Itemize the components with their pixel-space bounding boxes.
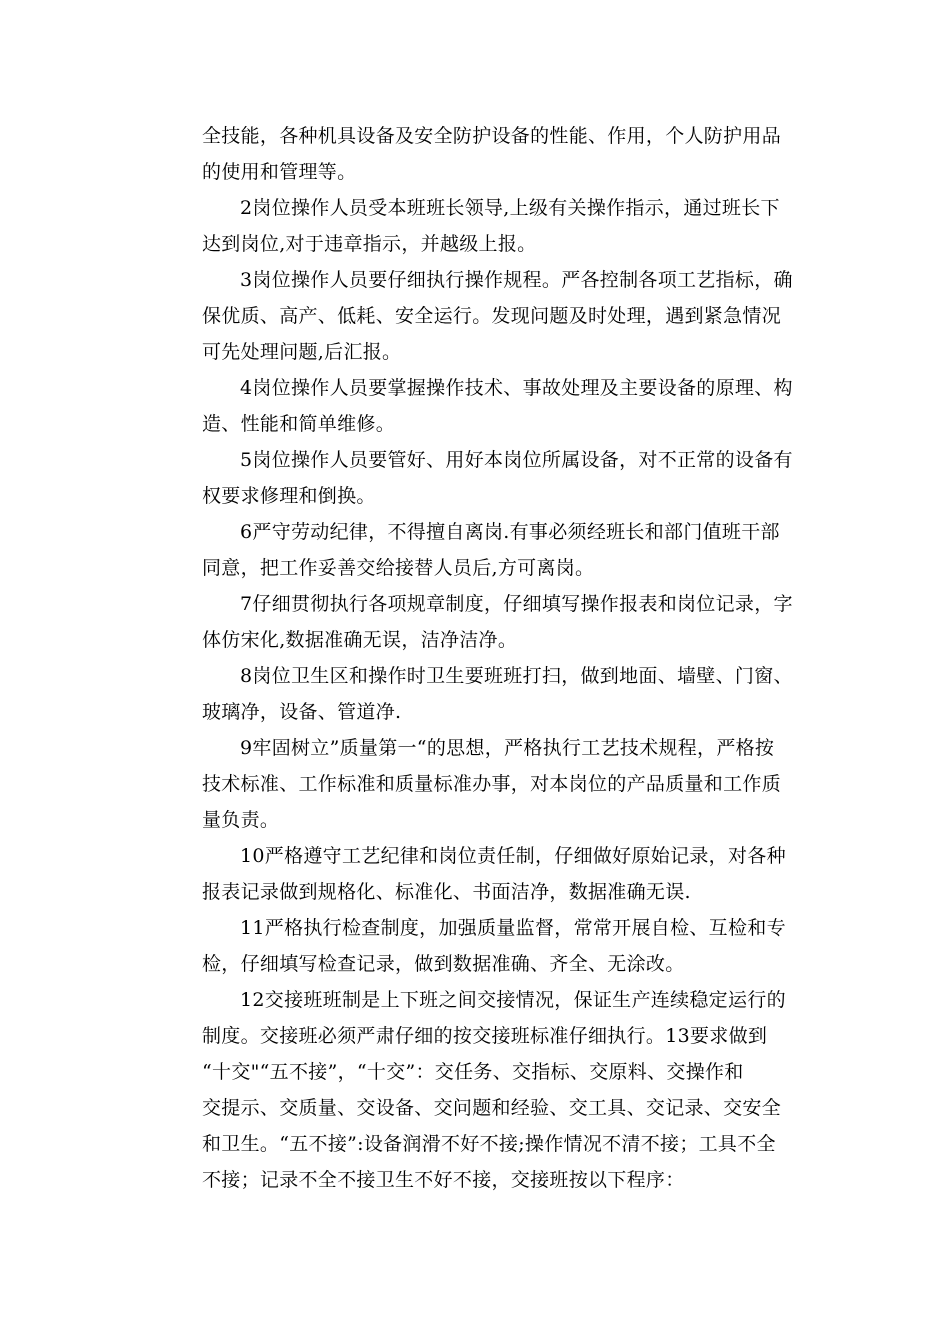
paragraph-item-3 xyxy=(202,262,792,370)
text-line: 10严格遵守工艺纪律和岗位责任制，仔细做好原始记录，对各种 xyxy=(240,845,786,867)
text-line: 保优质、高产、低耗、安全运行。发现问题及时处理，遇到紧急情况 xyxy=(202,305,782,327)
text-line: 4岗位操作人员要掌握操作技术、事故处理及主要设备的原理、构 xyxy=(240,377,793,399)
paragraph-item-10 xyxy=(202,838,792,910)
text-line: 检，仔细填写检查记录，做到数据准确、齐全、无涂改。 xyxy=(202,953,685,975)
text-line: 可先处理问题,后汇报。 xyxy=(202,341,402,363)
paragraph-continuation xyxy=(202,118,792,190)
paragraph-item-9 xyxy=(202,730,792,838)
text-line: 2岗位操作人员受本班班长领导,上级有关操作指示，通过班长下 xyxy=(240,197,780,219)
text-line: 达到岗位,对于违章指示，并越级上报。 xyxy=(202,233,537,255)
text-line: 6严守劳动纪律，不得擅自离岗.有事必须经班长和部门值班干部 xyxy=(240,521,780,543)
text-line: 造、性能和简单维修。 xyxy=(202,413,396,435)
text-line: 12交接班班制是上下班之间交接情况，保证生产连续稳定运行的 xyxy=(240,989,786,1011)
text-line: 体仿宋化,数据准确无误，洁净洁净。 xyxy=(202,629,518,651)
text-line: 3岗位操作人员要仔细执行操作规程。严各控制各项工艺指标，确 xyxy=(240,269,793,291)
text-line: 报表记录做到规格化、标准化、书面洁净，数据准确无误. xyxy=(202,881,691,903)
paragraph-item-2 xyxy=(202,190,792,262)
paragraph-item-4 xyxy=(202,370,792,442)
paragraph-item-8 xyxy=(202,658,792,730)
text-line: 不接；记录不全不接卫生不好不接，交接班按以下程序： xyxy=(202,1169,685,1191)
text-line: 的使用和管理等。 xyxy=(202,161,357,183)
text-line: 玻璃净，设备、管道净. xyxy=(202,701,402,723)
text-line: 制度。交接班必须严肃仔细的按交接班标准仔细执行。13要求做到 xyxy=(202,1025,768,1047)
paragraph-item-5 xyxy=(202,442,792,514)
text-line: 9牢固树立”质量第一“的思想，严格执行工艺技术规程，严格按 xyxy=(240,737,775,759)
text-line: “十交"“五不接”，“十交”：交任务、交指标、交原料、交操作和 xyxy=(202,1061,744,1083)
text-line: 交提示、交质量、交设备、交问题和经验、交工具、交记录、交安全 xyxy=(202,1097,782,1119)
text-line: 5岗位操作人员要管好、用好本岗位所属设备，对不正常的设备有 xyxy=(240,449,793,471)
paragraph-item-12 xyxy=(202,982,792,1198)
text-line: 量负责。 xyxy=(202,809,280,831)
text-line: 7仔细贯彻执行各项规章制度，仔细填写操作报表和岗位记录，字 xyxy=(240,593,793,615)
text-line: 11严格执行检查制度，加强质量监督，常常开展自检、互检和专 xyxy=(240,917,786,939)
paragraph-item-6 xyxy=(202,514,792,586)
text-line: 技术标准、工作标准和质量标准办事，对本岗位的产品质量和工作质 xyxy=(202,773,782,795)
paragraph-item-7 xyxy=(202,586,792,658)
text-line: 全技能，各种机具设备及安全防护设备的性能、作用，个人防护用品 xyxy=(202,125,782,147)
text-line: 同意，把工作妥善交给接替人员后,方可离岗。 xyxy=(202,557,595,579)
text-line: 和卫生。“五不接”:设备润滑不好不接;操作情况不清不接；工具不全 xyxy=(202,1133,776,1155)
text-line: 8岗位卫生区和操作时卫生要班班打扫，做到地面、墙壁、门窗、 xyxy=(240,665,793,687)
text-line: 权要求修理和倒换。 xyxy=(202,485,376,507)
paragraph-item-11 xyxy=(202,910,792,982)
document-body xyxy=(202,118,792,1198)
